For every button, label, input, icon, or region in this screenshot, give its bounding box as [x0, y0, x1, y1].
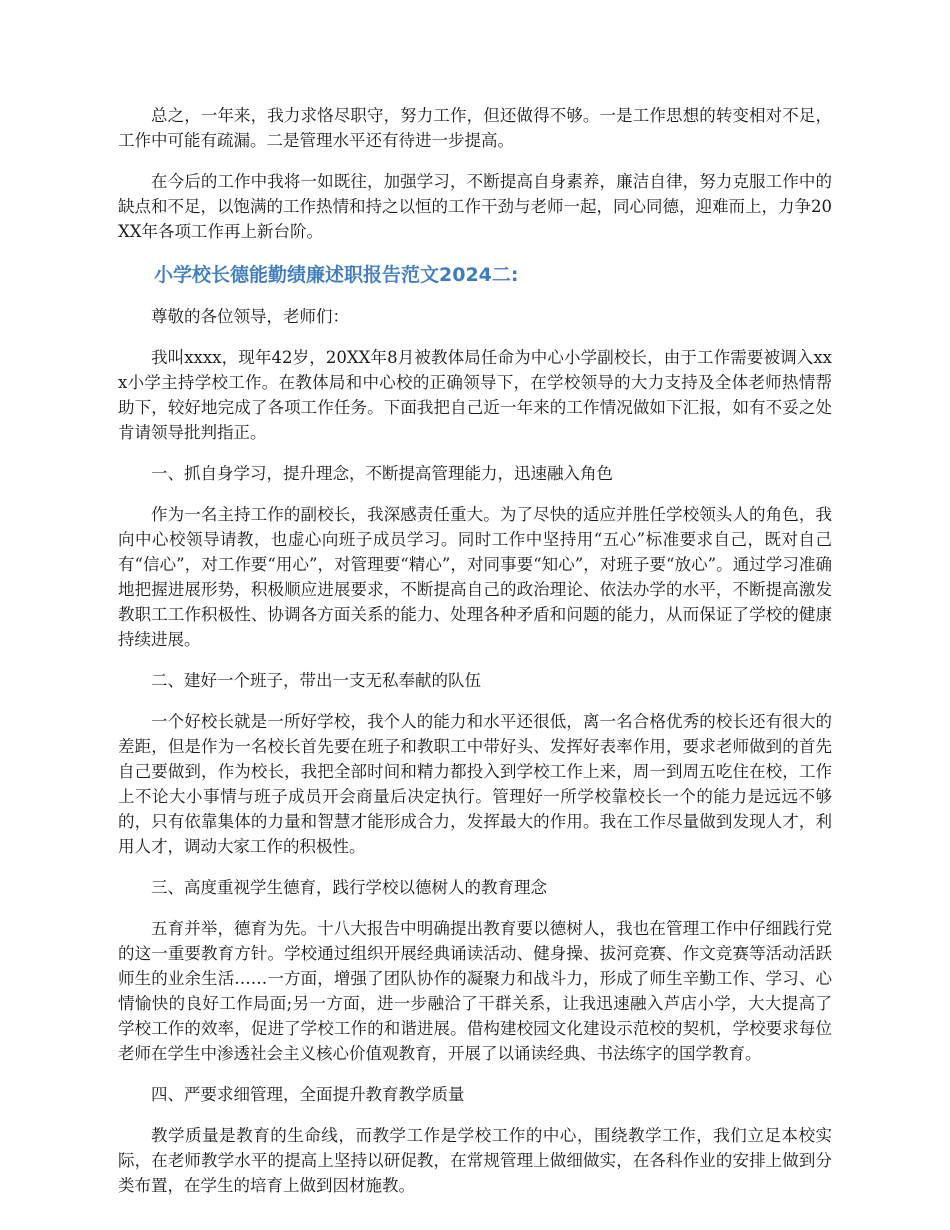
paragraph-leadership-team: 一个好校长就是一所好学校，我个人的能力和水平还很低，离一名合格优秀的校长还有很大的差距，但是作为一名校长首先要在班子和教职工中带好头、发挥好表率作用，要求老师做到的首先自己要做到，作为校长，我把全部时间和精力都投入到学校工作上来，周一到周五吃住在校，工作上不论大小事情与班子成员开会商量后决定执行。管理好一所学校靠校长一个的能力是远远不够的，只有依靠集体的力量和智慧才能形成合力，发挥最大的作用。我在工作尽量做到发现人才，利用人才，调动大家工作的积极性。 — [118, 712, 832, 856]
paragraph-teaching-quality: 教学质量是教育的生命线，而教学工作是学校工作的中心，围绕教学工作，我们立足本校实际，在老师教学水平的提高上坚持以研促教，在常规管理上做细做实，在各科作业的安排上做到分类布置，在学生的培育上做到因材施教。 — [118, 1126, 832, 1195]
paragraph-introduction: 我叫xxxx，现年42岁，20XX年8月被教体局任命为中心小学副校长，由于工作需要被调入xxx小学主持学校工作。在教体局和中心校的正确领导下，在学校领导的大力支持及全体老师热情帮助下，较好地完成了各项工作任务。下面我把自己近一年来的工作情况做如下汇报，如有不妥之处肯请领导批判指正。 — [118, 348, 832, 442]
paragraph-summary: 总之，一年来，我力求恪尽职守，努力工作，但还做得不够。一是工作思想的转变相对不足，工作中可能有疏漏。二是管理水平还有待进一步提高。 — [118, 106, 832, 150]
document-body — [118, 103, 832, 1214]
subheading-moral-education: 三、高度重视学生德育，践行学校以德树人的教育理念 — [151, 878, 547, 897]
subheading-leadership-team: 二、建好一个班子，带出一支无私奉献的队伍 — [151, 671, 481, 690]
section-title: 小学校长德能勤绩廉述职报告范文2024二: — [154, 264, 519, 286]
paragraph-salutation: 尊敬的各位领导，老师们： — [151, 307, 349, 326]
paragraph-moral-education: 五育并举，德育为先。十八大报告中明确提出教育要以德树人，我也在管理工作中仔细践行党的这一重要教育方针。学校通过组织开展经典诵读活动、健身操、拔河竞赛、作文竞赛等活动活跃师生的业余生活……一方面，增强了团队协作的凝聚力和战斗力，形成了师生辛勤工作、学习、心情愉快的良好工作局面;另一方面，进一步融洽了干群关系，让我迅速融入芦店小学，大大提高了学校工作的效率，促进了学校工作的和谐进展。借构建校园文化建设示范校的契机，学校要求每位老师在学生中渗透社会主义核心价值观教育，开展了以诵读经典、书法练字的国学教育。 — [118, 919, 832, 1063]
subheading-teaching-quality: 四、严要求细管理，全面提升教育教学质量 — [151, 1085, 465, 1104]
paragraph-future-work: 在今后的工作中我将一如既往，加强学习，不断提高自身素养，廉洁自律，努力克服工作中的缺点和不足，以饱满的工作热情和持之以恒的工作干劲与老师一起，同心同德，迎难而上，力争20XX年各项工作再上新台阶。 — [118, 172, 832, 241]
paragraph-self-study: 作为一名主持工作的副校长，我深感责任重大。为了尽快的适应并胜任学校领头人的角色，我向中心校领导请教，也虚心向班子成员学习。同时工作中坚持用“五心”标准要求自己，既对自己有“信心”，对工作要“用心”，对管理要“精心”，对同事要“知心”，对班子要“放心”。通过学习准确地把握进展形势，积极顺应进展要求，不断提高自己的政治理论、依法办学的水平，不断提高激发教职工工作积极性、协调各方面关系的能力、处理各种矛盾和问题的能力，从而保证了学校的健康持续进展。 — [118, 505, 832, 649]
subheading-self-study: 一、抓自身学习，提升理念，不断提高管理能力，迅速融入角色 — [151, 464, 613, 483]
